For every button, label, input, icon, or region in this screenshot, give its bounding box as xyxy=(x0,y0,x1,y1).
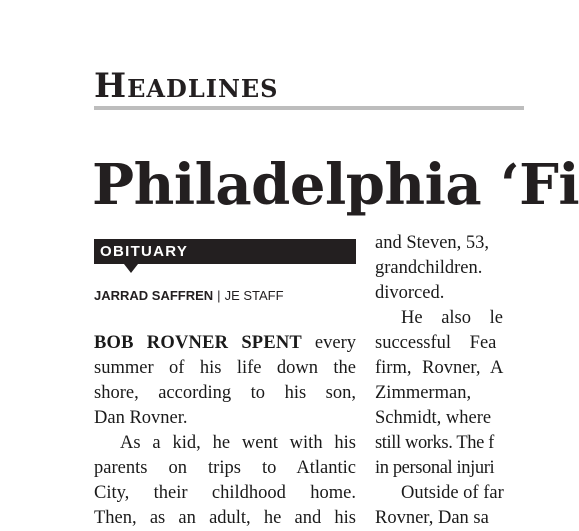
column2-line-12: Rovner, Dan sa xyxy=(375,508,489,528)
column2-line-10: in personal injuri xyxy=(375,458,495,478)
column1-line-3: shore, according to his son, xyxy=(94,383,356,403)
column2-line-6: firm, Rovner, A xyxy=(375,358,504,378)
column2-line-3: divorced. xyxy=(375,283,445,303)
column1-line-6: parents on trips to Atlantic xyxy=(94,458,356,478)
column1-line-8: Then, as an adult, he and his xyxy=(94,508,356,528)
column1-line-7: City, their childhood home. xyxy=(94,483,356,503)
category-badge xyxy=(94,239,356,264)
column2-line-1: and Steven, 53, xyxy=(375,233,490,253)
byline-author: JARRAD SAFFREN xyxy=(94,288,214,303)
byline xyxy=(94,287,284,305)
badge-pointer xyxy=(124,264,138,273)
column2-line-9: still works. The f xyxy=(375,433,494,453)
column1-line-1: BOB ROVNER SPENT every xyxy=(94,333,356,353)
category-badge-label: OBITUARY xyxy=(100,243,189,260)
lead-in: BOB ROVNER SPENT xyxy=(94,333,302,353)
column2-line-5: successful Fea xyxy=(375,333,497,353)
column1-line-4: Dan Rovner. xyxy=(94,408,188,428)
article-headline: Philadelphia ‘Fi xyxy=(92,152,579,218)
byline-org: JE STAFF xyxy=(224,288,284,303)
column2-line-7: Zimmerman, xyxy=(375,383,472,403)
column1-line-5: As a kid, he went with his xyxy=(120,433,356,453)
column2-line-11: Outside of far xyxy=(401,483,504,503)
column2-line-2: grandchildren. xyxy=(375,258,483,278)
column2-line-8: Schmidt, where xyxy=(375,408,492,428)
byline-separator: | xyxy=(217,288,221,303)
section-divider xyxy=(94,106,524,110)
section-title: Headlines xyxy=(94,66,279,106)
column2-line-4: He also le xyxy=(401,308,503,328)
column1-line-2: summer of his life down the xyxy=(94,358,356,378)
